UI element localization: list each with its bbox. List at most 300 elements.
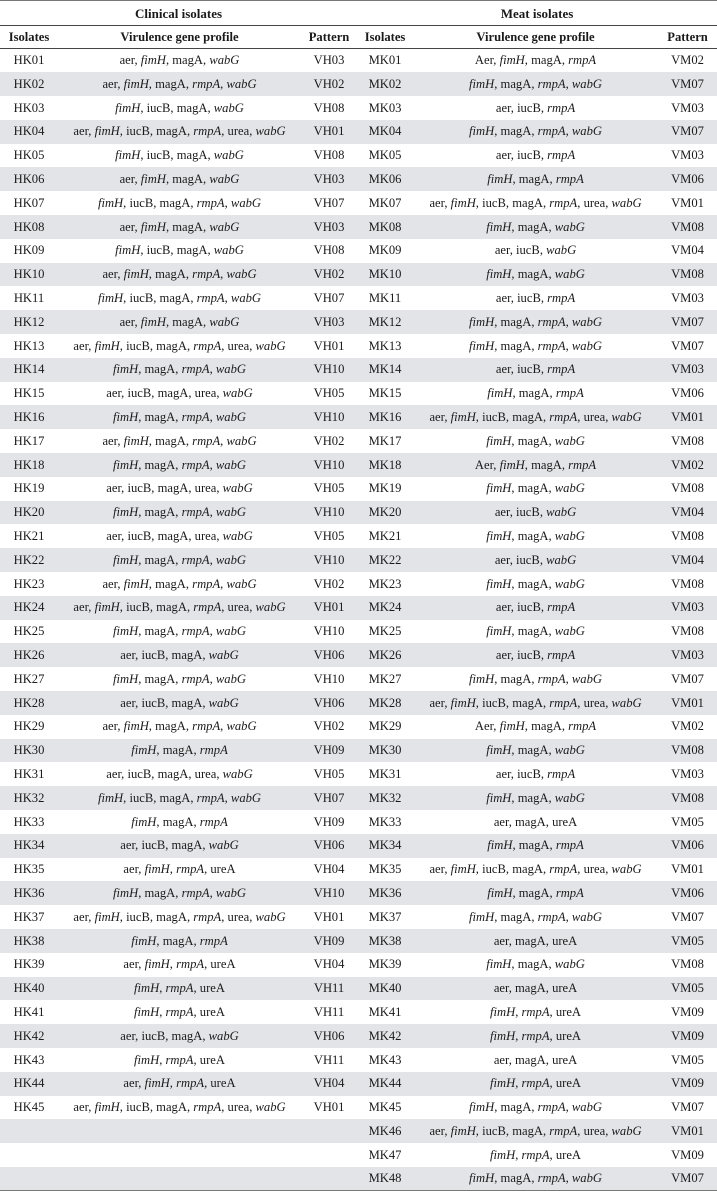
gene-name: wabG (213, 148, 244, 163)
gene-name: rmpA (193, 909, 222, 924)
meat-pattern-cell: VM08 (671, 957, 704, 972)
meat-profile-cell: Aer, fimH, magA, rmpA (474, 457, 597, 472)
gene-name: wabG (554, 433, 585, 448)
meat-pattern-cell: VM03 (671, 291, 704, 306)
meat-pattern-cell: VM08 (671, 576, 704, 591)
gene-name: fimH (486, 743, 512, 758)
gene-name: rmpA (176, 1076, 205, 1091)
gene-name: rmpA (196, 195, 225, 210)
gene-name: wabG (554, 743, 585, 758)
gene-name: fimH (469, 671, 495, 686)
clinical-profile-cell: aer, fimH, magA, rmpA, wabG (102, 719, 257, 734)
gene-name: fimH (94, 338, 120, 353)
table-row (0, 786, 717, 810)
table-row (0, 858, 717, 882)
clinical-profile-cell: aer, iucB, magA, urea, wabG (106, 529, 253, 544)
clinical-profile-cell: fimH, iucB, magA, rmpA, wabG (97, 790, 262, 805)
meat-profile-cell: fimH, magA, rmpA (487, 386, 584, 401)
meat-profile-cell: fimH, magA, wabG (486, 790, 585, 805)
gene-name: rmpA (549, 695, 578, 710)
table-row (0, 1143, 717, 1167)
meat-isolate-cell: MK15 (368, 386, 402, 401)
table-row (0, 929, 717, 953)
meat-profile-cell: aer, iucB, rmpA (495, 362, 576, 377)
meat-pattern-cell: VM04 (671, 505, 704, 520)
gene-name: wabG (215, 552, 246, 567)
gene-name: rmpA (537, 338, 566, 353)
gene-name: rmpA (537, 1171, 566, 1186)
meat-profile-cell: aer, magA, ureA (493, 933, 578, 948)
clinical-pattern-cell: VH09 (313, 814, 345, 829)
meat-pattern-cell: VM01 (671, 695, 704, 710)
gene-name: rmpA (196, 291, 225, 306)
clinical-isolate-cell: HK37 (13, 909, 45, 924)
clinical-isolate-cell: HK20 (13, 505, 45, 520)
table-row (0, 382, 717, 406)
meat-isolate-cell: MK07 (368, 195, 402, 210)
gene-name: fimH (486, 790, 512, 805)
clinical-profile-cell: fimH, magA, rmpA, wabG (113, 624, 246, 639)
gene-name: fimH (469, 1171, 495, 1186)
clinical-isolate-cell (0, 1143, 58, 1167)
table-row (0, 453, 717, 477)
gene-name: fimH (113, 624, 139, 639)
gene-name: rmpA (555, 386, 584, 401)
meat-isolate-cell: MK13 (368, 338, 402, 353)
gene-name: fimH (469, 76, 495, 91)
table-row (0, 96, 717, 120)
clinical-profile-cell: aer, fimH, iucB, magA, rmpA, urea, wabG (73, 338, 286, 353)
clinical-profile-cell: aer, fimH, magA, wabG (119, 53, 240, 68)
clinical-isolate-cell: HK02 (13, 76, 45, 91)
meat-pattern-cell: VM01 (671, 195, 704, 210)
clinical-profile-cell: fimH, magA, rmpA, wabG (113, 671, 246, 686)
gene-name: fimH (97, 195, 124, 210)
clinical-isolate-cell: HK33 (13, 814, 45, 829)
gene-name: fimH (490, 1147, 516, 1162)
clinical-pattern-cell: VH06 (313, 1028, 345, 1043)
meat-isolate-cell: MK24 (368, 600, 402, 615)
clinical-pattern-cell: VH02 (313, 267, 345, 282)
table-row (0, 620, 717, 644)
meat-pattern-cell: VM08 (671, 433, 704, 448)
clinical-isolate-cell: HK27 (13, 671, 45, 686)
clinical-profile-cell: aer, fimH, magA, rmpA, wabG (102, 576, 257, 591)
meat-pattern-cell: VM08 (671, 529, 704, 544)
clinical-pattern-cell: VH05 (313, 767, 345, 781)
gene-name: rmpA (547, 648, 576, 663)
clinical-pattern-cell: VH01 (313, 600, 345, 615)
clinical-profile-cell: aer, fimH, iucB, magA, rmpA, urea, wabG (73, 1100, 286, 1115)
table-row (0, 215, 717, 239)
gene-name: rmpA (181, 505, 210, 520)
gene-name: rmpA (537, 1100, 566, 1115)
gene-name: fimH (113, 505, 139, 520)
meat-profile-cell: fimH, magA, wabG (486, 576, 585, 591)
meat-pattern-cell: VM08 (671, 743, 704, 758)
gene-name: rmpA (547, 100, 576, 115)
gene-name: fimH (113, 362, 139, 377)
meat-isolate-cell: MK38 (368, 933, 402, 948)
gene-name: fimH (140, 219, 166, 234)
clinical-profile-cell: fimH, magA, rmpA, wabG (113, 410, 246, 425)
gene-name: rmpA (181, 552, 210, 567)
table-row (0, 548, 717, 572)
meat-isolate-cell: MK22 (368, 552, 402, 567)
gene-name: wabG (222, 767, 253, 781)
meat-pattern-cell: VM08 (671, 481, 704, 496)
meat-profile-cell: fimH, magA, wabG (486, 481, 585, 496)
gene-name: wabG (255, 600, 286, 615)
gene-name: fimH (469, 338, 495, 353)
meat-profile-cell: aer, iucB, rmpA (495, 100, 576, 115)
gene-name: wabG (571, 314, 602, 329)
meat-pattern-cell: VM08 (671, 267, 704, 282)
meat-profile-cell: fimH, magA, rmpA, wabG (469, 338, 602, 353)
clinical-pattern-cell: VH06 (313, 838, 345, 853)
clinical-profile-cell: aer, fimH, iucB, magA, rmpA, urea, wabG (73, 600, 286, 615)
table-row (0, 72, 717, 96)
meat-group-header: Meat isolates (357, 1, 717, 26)
meat-pattern-cell: VM06 (671, 838, 704, 853)
gene-name: wabG (222, 529, 253, 544)
meat-profile-cell: fimH, magA, wabG (486, 267, 585, 282)
clinical-isolate-cell: HK04 (13, 124, 45, 139)
clinical-isolate-cell: HK14 (13, 362, 45, 377)
meat-profile-cell: aer, iucB, rmpA (495, 767, 576, 781)
clinical-profile-cell (58, 1167, 301, 1191)
clinical-pattern-cell: VH04 (313, 957, 345, 972)
gene-name: rmpA (568, 457, 597, 472)
gene-name: wabG (226, 433, 257, 448)
gene-name: fimH (144, 957, 170, 972)
gene-name: wabG (215, 457, 246, 472)
gene-name: rmpA (537, 671, 566, 686)
meat-pattern-cell: VM01 (671, 1123, 704, 1138)
meat-profile-cell: aer, fimH, iucB, magA, rmpA, urea, wabG (429, 195, 642, 210)
table-row (0, 167, 717, 191)
meat-profile-cell: fimH, magA, rmpA, wabG (469, 124, 602, 139)
gene-name: wabG (209, 314, 240, 329)
clinical-isolate-cell: HK10 (13, 267, 45, 282)
meat-pattern-cell: VM01 (671, 862, 704, 877)
clinical-isolate-cell: HK26 (13, 648, 45, 663)
clinical-isolate-cell: HK30 (13, 743, 45, 758)
table-row (0, 905, 717, 929)
gene-name: fimH (450, 195, 476, 210)
gene-name: rmpA (199, 743, 228, 758)
gene-name: rmpA (193, 338, 222, 353)
meat-pattern-cell: VM04 (671, 552, 704, 567)
clinical-isolate-cell: HK35 (13, 862, 45, 877)
meat-pattern-cell: VM07 (671, 1100, 704, 1115)
clinical-profile-cell: aer, iucB, magA, wabG (120, 695, 239, 710)
gene-name: wabG (230, 195, 262, 210)
clinical-isolate-cell: HK32 (13, 790, 45, 805)
gene-name: wabG (255, 124, 286, 139)
gene-name: rmpA (181, 362, 210, 377)
gene-name: wabG (554, 624, 585, 639)
gene-name: fimH (144, 1076, 170, 1091)
clinical-profile-cell: aer, fimH, iucB, magA, rmpA, urea, wabG (73, 909, 286, 924)
clinical-profile-cell: fimH, magA, rmpA (131, 743, 228, 758)
clinical-pattern-header: Pattern (301, 26, 357, 49)
gene-name: wabG (222, 386, 253, 401)
meat-profile-cell: fimH, magA, wabG (486, 743, 585, 758)
clinical-pattern-cell: VH05 (313, 386, 345, 401)
clinical-isolate-cell: HK06 (13, 172, 45, 187)
clinical-pattern-cell (301, 1167, 357, 1191)
gene-name: rmpA (547, 148, 576, 163)
table-row (0, 643, 717, 667)
meat-profile-cell: aer, iucB, rmpA (495, 291, 576, 306)
clinical-isolate-cell: HK29 (13, 719, 45, 734)
clinical-pattern-cell: VH08 (313, 243, 345, 258)
meat-isolate-cell: MK47 (368, 1147, 402, 1162)
meat-isolate-cell: MK05 (368, 148, 402, 163)
gene-name: fimH (123, 267, 149, 282)
gene-name: wabG (571, 671, 602, 686)
meat-pattern-cell: VM03 (671, 767, 704, 781)
gene-name: wabG (255, 1100, 286, 1115)
meat-isolate-cell: MK04 (368, 124, 402, 139)
clinical-pattern-cell: VH10 (313, 362, 345, 377)
meat-pattern-cell: VM07 (671, 909, 704, 924)
gene-name: fimH (123, 76, 149, 91)
gene-name: rmpA (192, 267, 221, 282)
clinical-pattern-cell: VH10 (313, 885, 345, 900)
gene-name: wabG (215, 885, 246, 900)
clinical-pattern-cell: VH01 (313, 1100, 345, 1115)
gene-name: wabG (554, 790, 585, 805)
table-row (0, 1024, 717, 1048)
meat-isolate-cell: MK18 (368, 457, 402, 472)
table-row (0, 1096, 717, 1120)
gene-name: wabG (571, 76, 602, 91)
table-row (0, 596, 717, 620)
clinical-isolate-cell (0, 1119, 58, 1143)
clinical-isolate-cell: HK31 (13, 767, 45, 781)
gene-name: rmpA (555, 885, 584, 900)
gene-name: wabG (546, 243, 577, 258)
clinical-isolate-cell: HK21 (13, 529, 45, 544)
gene-name: rmpA (555, 838, 584, 853)
gene-name: rmpA (193, 124, 222, 139)
clinical-profile-cell: fimH, iucB, magA, wabG (115, 148, 244, 163)
meat-isolate-cell: MK27 (368, 671, 402, 686)
gene-name: wabG (571, 909, 602, 924)
meat-pattern-cell: VM07 (671, 671, 704, 686)
gene-name: wabG (611, 195, 642, 210)
clinical-profile-header: Virulence gene profile (58, 26, 301, 49)
clinical-isolate-cell: HK17 (13, 433, 45, 448)
gene-name: rmpA (521, 1076, 550, 1091)
clinical-pattern-cell: VH11 (313, 1004, 345, 1019)
gene-name: fimH (486, 219, 512, 234)
clinical-profile-cell: aer, iucB, magA, wabG (120, 838, 239, 853)
clinical-pattern-cell: VH02 (313, 719, 345, 734)
meat-profile-cell: fimH, magA, rmpA (487, 172, 584, 187)
gene-name: fimH (487, 838, 513, 853)
clinical-isolate-cell: HK15 (13, 386, 45, 401)
gene-name: wabG (222, 481, 253, 496)
gene-name: fimH (487, 386, 513, 401)
clinical-profile-cell: aer, fimH, magA, rmpA, wabG (102, 267, 257, 282)
meat-isolate-cell: MK42 (368, 1028, 402, 1043)
meat-pattern-cell: VM05 (671, 814, 704, 829)
meat-pattern-cell: VM03 (671, 100, 704, 115)
clinical-isolate-cell: HK05 (13, 148, 45, 163)
clinical-pattern-cell: VH06 (313, 648, 345, 663)
clinical-pattern-cell: VH08 (313, 148, 345, 163)
meat-pattern-cell: VM03 (671, 148, 704, 163)
clinical-profile-cell: fimH, rmpA, ureA (134, 981, 225, 996)
gene-name: rmpA (537, 314, 566, 329)
meat-profile-cell: aer, iucB, wabG (494, 552, 577, 567)
meat-profile-cell: aer, iucB, wabG (494, 505, 577, 520)
meat-profile-cell: fimH, magA, wabG (486, 529, 585, 544)
meat-isolate-cell: MK16 (368, 410, 402, 425)
clinical-isolate-cell: HK25 (13, 624, 45, 639)
clinical-pattern-cell: VH02 (313, 76, 345, 91)
clinical-profile-cell: aer, iucB, magA, urea, wabG (106, 386, 253, 401)
meat-pattern-cell: VM04 (671, 243, 704, 258)
meat-profile-cell: fimH, magA, wabG (486, 219, 585, 234)
gene-name: fimH (94, 1100, 120, 1115)
clinical-isolate-cell: HK09 (13, 243, 45, 258)
meat-isolate-cell: MK11 (368, 291, 402, 306)
clinical-isolate-cell: HK39 (13, 957, 45, 972)
clinical-profile-cell: fimH, magA, rmpA, wabG (113, 505, 246, 520)
clinical-pattern-cell: VH08 (313, 100, 345, 115)
gene-name: fimH (131, 933, 157, 948)
gene-name: fimH (144, 862, 170, 877)
gene-name: rmpA (521, 1004, 550, 1019)
clinical-pattern-cell: VH06 (313, 695, 345, 710)
gene-name: rmpA (547, 291, 576, 306)
gene-name: fimH (140, 53, 166, 68)
clinical-profile-cell: aer, iucB, magA, urea, wabG (106, 481, 253, 496)
meat-profile-cell: aer, fimH, iucB, magA, rmpA, urea, wabG (429, 862, 642, 877)
table-row (0, 1000, 717, 1024)
gene-name: fimH (113, 885, 139, 900)
clinical-pattern-cell: VH03 (313, 53, 345, 68)
clinical-pattern-cell: VH10 (313, 671, 345, 686)
table-row (0, 667, 717, 691)
table-row (0, 1048, 717, 1072)
gene-name: fimH (486, 481, 512, 496)
clinical-pattern-cell: VH04 (313, 1076, 345, 1091)
clinical-isolate-cell: HK13 (13, 338, 45, 353)
gene-name: fimH (486, 624, 512, 639)
table-row (0, 834, 717, 858)
column-header-row (0, 26, 717, 49)
meat-pattern-cell: VM03 (671, 362, 704, 377)
meat-isolate-cell: MK08 (368, 219, 402, 234)
clinical-profile-cell: fimH, iucB, magA, rmpA, wabG (97, 195, 262, 210)
clinical-pattern-cell: VH02 (313, 433, 345, 448)
clinical-pattern-cell: VH07 (313, 790, 345, 805)
meat-profile-cell: fimH, magA, rmpA, wabG (469, 1171, 602, 1186)
gene-name: wabG (546, 552, 577, 567)
gene-name: fimH (94, 124, 120, 139)
gene-name: wabG (208, 648, 239, 663)
gene-name: fimH (487, 172, 513, 187)
gene-name: rmpA (181, 410, 210, 425)
clinical-isolate-cell: HK01 (13, 53, 45, 68)
meat-pattern-cell: VM02 (671, 719, 704, 734)
gene-name: wabG (554, 267, 585, 282)
meat-profile-cell: fimH, rmpA, ureA (490, 1076, 582, 1091)
gene-name: fimH (487, 885, 513, 900)
gene-name: fimH (486, 576, 512, 591)
gene-name: wabG (215, 410, 246, 425)
table-row (0, 715, 717, 739)
clinical-isolate-cell: HK16 (13, 410, 45, 425)
gene-name: wabG (208, 695, 239, 710)
table-row (0, 263, 717, 287)
gene-name: wabG (571, 124, 602, 139)
clinical-isolate-cell: HK38 (13, 933, 45, 948)
gene-name: wabG (611, 862, 642, 877)
gene-name: fimH (490, 1076, 516, 1091)
meat-pattern-cell: VM09 (671, 1004, 704, 1019)
clinical-profile-cell: fimH, magA, rmpA, wabG (113, 885, 246, 900)
meat-profile-cell: fimH, rmpA, ureA (490, 1004, 582, 1019)
clinical-pattern-cell: VH05 (313, 529, 345, 544)
clinical-isolates-header: Isolates (0, 26, 58, 49)
table-row (0, 572, 717, 596)
clinical-profile-cell: fimH, magA, rmpA (131, 814, 228, 829)
clinical-pattern-cell: VH11 (313, 981, 345, 996)
meat-isolate-cell: MK34 (368, 838, 402, 853)
clinical-isolate-cell: HK28 (13, 695, 45, 710)
meat-isolate-cell: MK09 (368, 243, 402, 258)
meat-isolate-cell: MK21 (368, 529, 402, 544)
clinical-profile-cell: fimH, magA, rmpA, wabG (113, 362, 246, 377)
gene-name: wabG (554, 219, 585, 234)
gene-name: wabG (255, 909, 286, 924)
gene-name: wabG (571, 1100, 602, 1115)
clinical-pattern-cell (301, 1119, 357, 1143)
clinical-isolate-cell: HK08 (13, 219, 45, 234)
meat-profile-cell: aer, magA, ureA (493, 981, 578, 996)
clinical-profile-cell: fimH, rmpA, ureA (134, 1004, 225, 1019)
gene-name: rmpA (521, 1147, 550, 1162)
gene-name: fimH (499, 53, 525, 68)
gene-name: rmpA (555, 172, 584, 187)
gene-name: wabG (226, 267, 257, 282)
meat-profile-cell: aer, fimH, iucB, magA, rmpA, urea, wabG (429, 410, 642, 425)
gene-name: rmpA (181, 671, 210, 686)
meat-pattern-cell: VM05 (671, 1052, 704, 1067)
meat-pattern-cell: VM01 (671, 410, 704, 425)
gene-name: fimH (113, 552, 139, 567)
meat-isolate-cell: MK12 (368, 314, 402, 329)
meat-profile-cell: fimH, rmpA, ureA (490, 1028, 582, 1043)
table-row (0, 49, 717, 73)
meat-profile-cell: fimH, magA, rmpA (487, 838, 584, 853)
table-row (0, 239, 717, 263)
table-row (0, 144, 717, 168)
gene-name: wabG (571, 338, 602, 353)
meat-profile-cell: fimH, magA, rmpA, wabG (469, 909, 602, 924)
meat-profile-cell: fimH, magA, wabG (486, 624, 585, 639)
gene-name: rmpA (547, 767, 576, 781)
clinical-isolate-cell: HK43 (13, 1052, 45, 1067)
clinical-profile-cell: aer, fimH, magA, rmpA, wabG (102, 76, 257, 91)
clinical-pattern-cell: VH07 (313, 291, 345, 306)
